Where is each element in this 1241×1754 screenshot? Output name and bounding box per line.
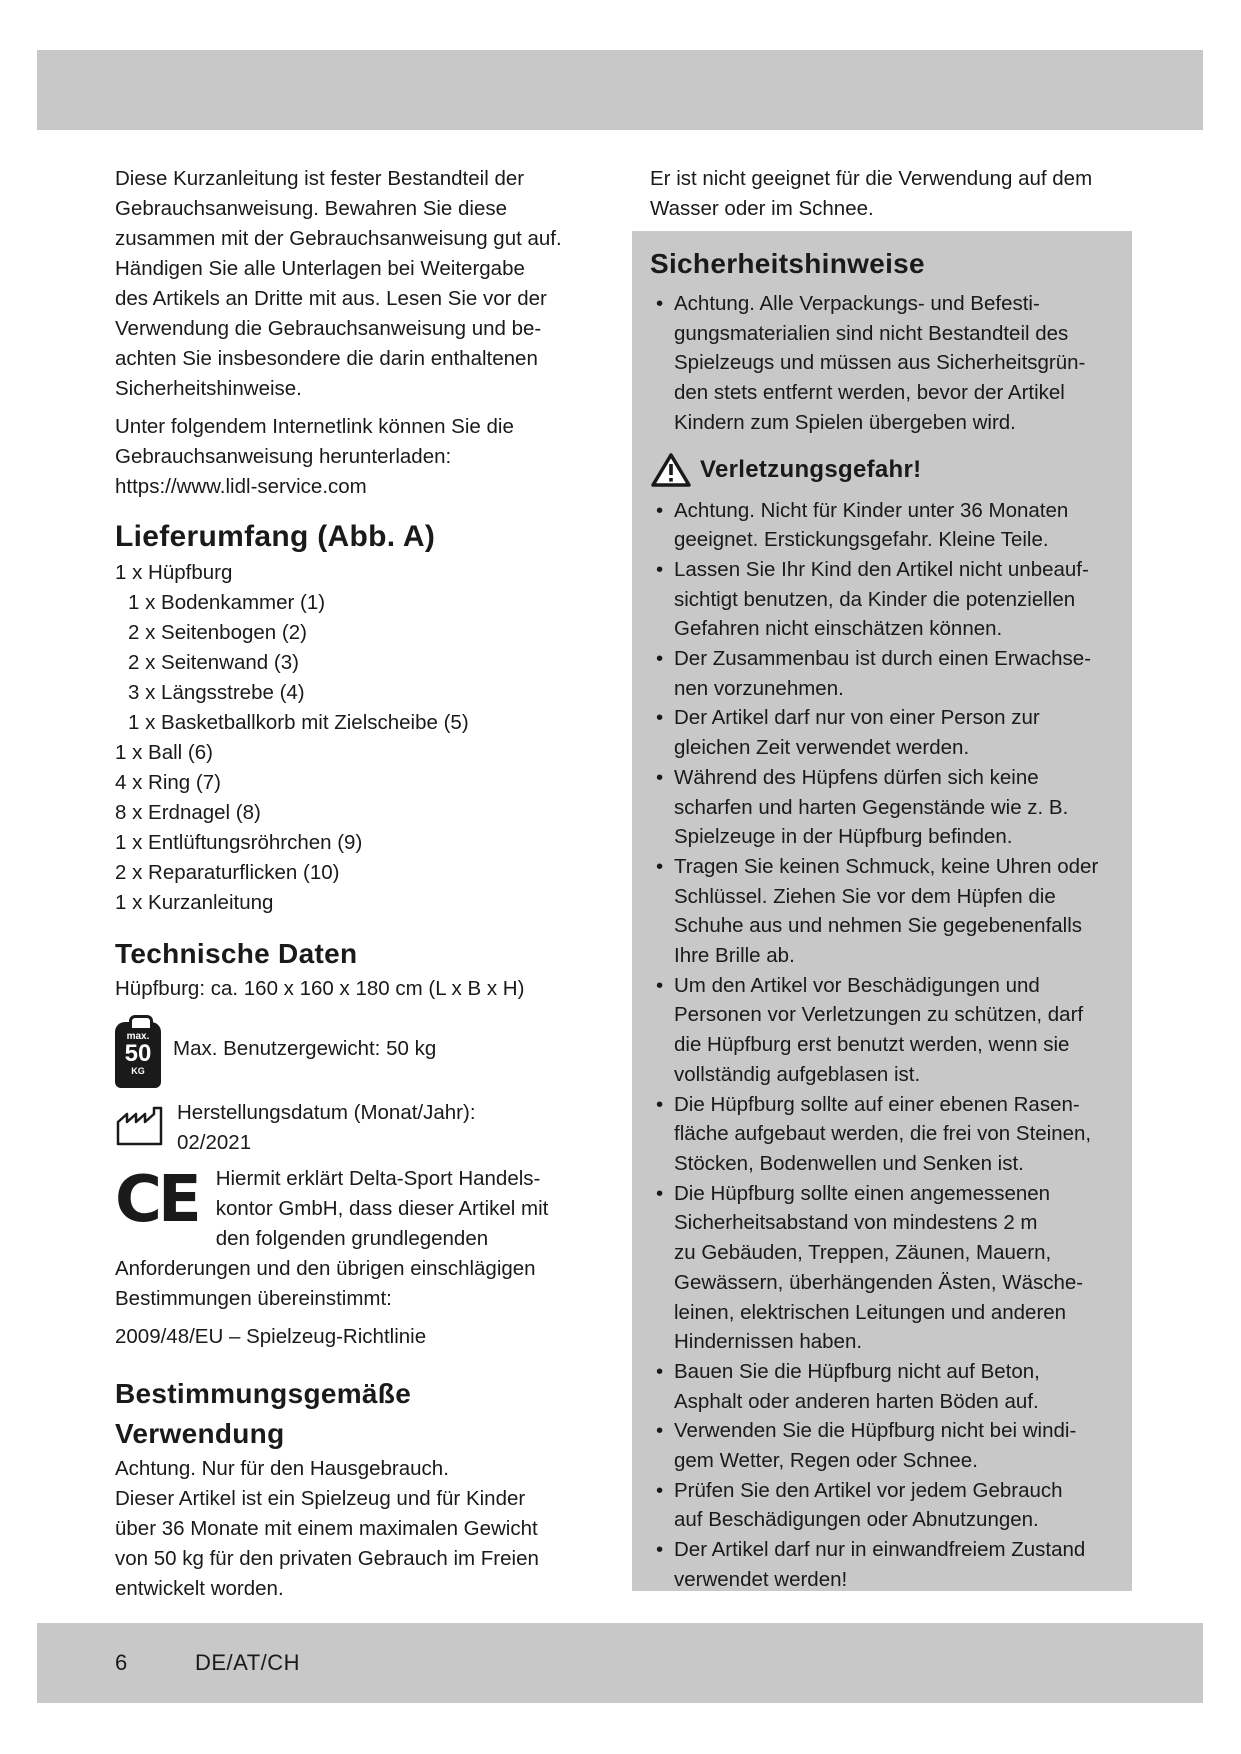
right-column — [650, 164, 1140, 224]
header-band — [37, 50, 1203, 130]
injury-warning — [650, 452, 1114, 488]
technical-heading: Technische Daten — [115, 938, 358, 969]
list-item: • Während des Hüpfens dürfen sich keine scharfen und harten Gegenstände wie z. B. Spielzeuge in der Hüpfburg befinden. — [650, 763, 1114, 852]
list-item: 1 x Basketballkorb mit Zielscheibe (5) — [128, 711, 469, 734]
list-item: • Achtung. Alle Verpackungs- und Befesti- gungsmaterialien sind nicht Bestandteil des Spielzeugs und müssen aus Sicherheitsgrün- den stets entfernt werden, bevor der Artikel Kindern zum Spielen übergeben wird. — [650, 289, 1114, 438]
list-item: • Um den Artikel vor Beschädigungen und Personen vor Verletzungen zu schützen, darf die Hüpfburg erst benutzt werden, wenn sie vollständig aufgeblasen ist. — [650, 971, 1114, 1090]
list-item: • Die Hüpfburg sollte auf einer ebenen Rasen- fläche aufgebaut werden, die frei von Steinen, Stöcken, Bodenwellen und Senken ist. — [650, 1090, 1114, 1179]
dimensions-text: Hüpfburg: ca. 160 x 160 x 180 cm (L x B x H) — [115, 977, 525, 1000]
delivery-list — [115, 558, 605, 918]
ce-mark-icon: CE — [115, 1163, 198, 1237]
list-item: • Bauen Sie die Hüpfburg nicht auf Beton, Asphalt oder anderen harten Böden auf. — [650, 1357, 1114, 1416]
warning-title: Verletzungsgefahr! — [700, 455, 922, 483]
download-paragraph: Unter folgendem Internetlink können Sie die Gebrauchsanweisung herunterladen: https://www.lidl-service.com — [115, 415, 514, 498]
intended-use-text: Achtung. Nur für den Hausgebrauch. Dieser Artikel ist ein Spielzeug und für Kinder über 36 Monate mit einem maximalen Gewicht von 50 kg für den privaten Gebrauch im Freien entwickelt worden. — [115, 1457, 539, 1600]
directive-text: 2009/48/EU – Spielzeug-Richtlinie — [115, 1325, 427, 1348]
delivery-heading: Lieferumfang (Abb. A) — [115, 520, 436, 553]
list-item: 4 x Ring (7) — [115, 771, 221, 794]
left-column — [115, 164, 605, 1604]
list-item: 1 x Bodenkammer (1) — [128, 591, 326, 614]
manufacture-text: Herstellungsdatum (Monat/Jahr): 02/2021 — [177, 1101, 476, 1154]
declaration-rest-text: Anforderungen und den übrigen einschlägigen Bestimmungen übereinstimmt: — [115, 1257, 536, 1310]
factory-icon — [115, 1104, 165, 1148]
ce-row — [115, 1164, 605, 1254]
safety-heading: Sicherheitshinweise — [650, 248, 925, 279]
list-item: • Achtung. Nicht für Kinder unter 36 Monaten geeignet. Erstickungsgefahr. Kleine Teile. — [650, 496, 1114, 555]
footer-band — [37, 1623, 1203, 1703]
list-item: 1 x Kurzanleitung — [115, 891, 274, 914]
safety-box — [632, 231, 1132, 1591]
max-weight-row — [115, 1014, 605, 1088]
region-label: DE/AT/CH — [195, 1650, 301, 1675]
list-item: 1 x Entlüftungsröhrchen (9) — [115, 831, 363, 854]
list-item: • Die Hüpfburg sollte einen angemessenen Sicherheitsabstand von mindestens 2 m zu Gebäuden, Treppen, Zäunen, Mauern, Gewässern, überhängenden Ästen, Wäsche- leinen, elektrischen Leitungen und anderen Hindernissen haben. — [650, 1179, 1114, 1357]
list-item: 2 x Seitenwand (3) — [128, 651, 299, 674]
service-link[interactable]: https://www.lidl-service.com — [115, 475, 367, 498]
list-item: 1 x Hüpfburg — [115, 561, 233, 584]
list-item: 8 x Erdnagel (8) — [115, 801, 261, 824]
page-number: 6 — [115, 1650, 128, 1675]
list-item: • Lassen Sie Ihr Kind den Artikel nicht unbeauf- sichtigt benutzen, da Kinder die potenziellen Gefahren nicht einschätzen können. — [650, 555, 1114, 644]
list-item: 1 x Ball (6) — [115, 741, 213, 764]
list-item: • Der Artikel darf nur in einwandfreiem Zustand verwendet werden! — [650, 1535, 1114, 1594]
list-item: • Prüfen Sie den Artikel vor jedem Gebrauch auf Beschädigungen oder Abnutzungen. — [650, 1476, 1114, 1535]
weight-icon: max. 50 KG — [115, 1022, 161, 1088]
list-item: • Der Artikel darf nur von einer Person zur gleichen Zeit verwendet werden. — [650, 703, 1114, 762]
list-item: 2 x Reparaturflicken (10) — [115, 861, 340, 884]
declaration-side-text: Hiermit erklärt Delta-Sport Handels- kontor GmbH, dass dieser Artikel mit den folgenden grundlegenden — [215, 1167, 549, 1250]
warning-triangle-icon — [650, 452, 692, 488]
safety-list — [650, 496, 1114, 1595]
list-item: • Tragen Sie keinen Schmuck, keine Uhren oder Schlüssel. Ziehen Sie vor dem Hüpfen die Schuhe aus und nehmen Sie gegebenenfalls Ihre Brille ab. — [650, 852, 1114, 971]
right-intro-text: Er ist nicht geeignet für die Verwendung auf dem Wasser oder im Schnee. — [650, 167, 1093, 220]
list-item: 3 x Längsstrebe (4) — [128, 681, 305, 704]
manufacture-row — [115, 1098, 605, 1158]
list-item: • Verwenden Sie die Hüpfburg nicht bei windi- gem Wetter, Regen oder Schnee. — [650, 1416, 1114, 1475]
max-weight-text: Max. Benutzergewicht: 50 kg — [173, 1037, 437, 1060]
safety-first-list — [650, 289, 1114, 438]
list-item: 2 x Seitenbogen (2) — [128, 621, 307, 644]
intro-paragraph: Diese Kurzanleitung ist fester Bestandteil der Gebrauchsanweisung. Bewahren Sie diese zusammen mit der Gebrauchsanweisung gut auf. Händigen Sie alle Unterlagen bei Weitergabe des Artikels an Dritte mit aus. Lesen Sie vor der Verwendung die Gebrauchsanweisung und be- achten Sie insbesondere die darin enthaltenen Sicherheitshinweise. — [115, 167, 562, 400]
list-item: • Der Zusammenbau ist durch einen Erwachse- nen vorzunehmen. — [650, 644, 1114, 703]
intended-use-heading: Bestimmungsgemäße Verwendung — [115, 1378, 412, 1449]
